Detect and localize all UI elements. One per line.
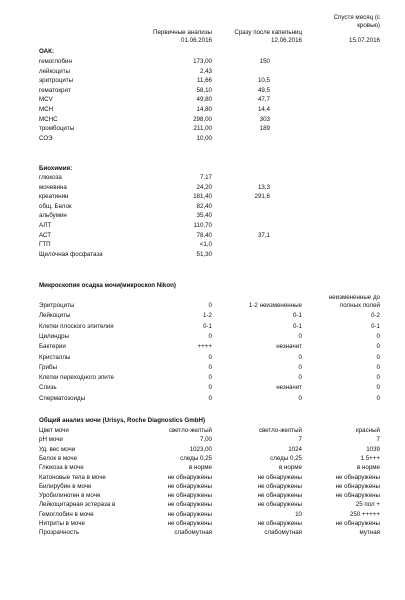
micro-row-value-2: 0-1	[293, 312, 302, 320]
urine-row-value-1: 7,00	[199, 436, 212, 444]
bio-row-value-1: 78,40	[196, 231, 212, 239]
bio-row-value-1: 82,40	[196, 202, 212, 210]
bio-row-value-1: 7,17	[199, 174, 212, 181]
micro-row-label: Грибы	[39, 363, 57, 371]
micro-row-value-1: 0	[208, 302, 212, 309]
bio-row-value-1: <1,0	[199, 241, 212, 249]
bio-row-value-1: 51,30	[196, 250, 212, 258]
micro-row-label: Клетки плоского эпителия	[39, 322, 114, 330]
bio-row-label: глюкоза	[39, 174, 62, 181]
urine-title: Общий анализ мочи (Urisys, Roche Diagnostics GmbH)	[39, 417, 206, 424]
oak-row-value-2: 150	[259, 58, 270, 65]
oak-row-value-1: 58,10	[196, 86, 212, 94]
urine-row-value-2: слабомутная	[264, 529, 302, 537]
micro-row-value-1: 1-2	[203, 312, 212, 320]
urine-row-label: Лейкоцитарная эстераза в	[39, 501, 116, 509]
urine-row-value-1: не обнаружены	[167, 482, 212, 490]
urine-row-label: Глюкоза в моче	[39, 464, 84, 472]
micro-row-label: Клетки переходного эпите	[39, 374, 114, 382]
micro-row-value-3: 0	[376, 353, 380, 361]
micro-row-value-1: ++++	[197, 343, 212, 351]
urine-row-value-3: не обнаружены	[335, 492, 380, 500]
header-col2-date: 12.06.2016	[271, 37, 302, 44]
bio-row-label: мочевина	[39, 183, 67, 191]
micro-row-label: Слизь	[39, 384, 57, 392]
micro-row-value-2: 0	[298, 353, 302, 361]
urine-row-value-2: не обнаружены	[257, 492, 302, 500]
oak-row-label: лейкоциты	[39, 67, 71, 75]
urine-row-label: Катоновые тела в моче	[39, 473, 106, 481]
oak-row-value-1: 211,00	[193, 125, 212, 133]
bio-row-label: ГТП	[39, 241, 51, 249]
bio-row-label: Щелочная фосфатаза	[39, 250, 103, 258]
urine-row-value-3: в норме	[356, 464, 380, 472]
micro-row-value-2: 0	[298, 363, 302, 371]
oak-row-label: СОЭ	[39, 134, 53, 142]
urine-row-label: Билирубин в моче	[39, 482, 92, 490]
urine-row-value-2: 10	[295, 510, 302, 518]
micro-row-value-3: 0	[376, 374, 380, 382]
oak-row-label: гематокрит	[39, 86, 71, 94]
urine-row-label: Гемоглобин в моче	[39, 510, 94, 518]
micro-row-value-2: незначит	[276, 343, 302, 351]
oak-row-value-2: 10,5	[257, 77, 270, 85]
urine-row-value-1: 1023,00	[189, 445, 212, 453]
oak-row-value-1: 173,00	[193, 58, 212, 65]
urine-row-value-2: 7	[298, 436, 302, 444]
urine-row-label: Прозрачность	[39, 529, 80, 537]
micro-row-value-2: 0	[298, 374, 302, 382]
oak-title: ОАК:	[39, 48, 54, 55]
urine-row-value-1: не обнаружены	[167, 510, 212, 518]
micro-row-value-2: незначит	[276, 384, 302, 392]
micro-row-value-2: 0	[298, 394, 302, 402]
header-col3-date: 15.07.2016	[349, 37, 380, 44]
micro-row-value-3: 0	[376, 384, 380, 392]
urine-row-label: pH мочи	[39, 436, 63, 444]
micro-row-value-3: 0-1	[371, 322, 380, 330]
bio-row-label: АЛТ	[39, 222, 52, 229]
micro-row-label: Лейкоциты	[39, 312, 71, 320]
oak-row-label: MCH	[39, 106, 54, 113]
urine-row-value-2: 1024	[288, 445, 302, 453]
urine-row-value-1: не обнаружены	[167, 492, 212, 500]
micro-row-value-3: 0	[376, 332, 380, 340]
micro-row-value-3: 0	[376, 394, 380, 402]
micro-row-value-3: 0-2	[371, 312, 380, 320]
urine-row-value-2: не обнаружены	[257, 501, 302, 509]
urine-row-value-1: слабомутная	[174, 529, 212, 537]
micro-row-value-1: 0	[208, 374, 212, 382]
micro-col3-head-1: неизмененные до	[328, 294, 380, 301]
urine-row-value-1: не обнаружены	[167, 520, 212, 527]
urine-row-value-2: в норме	[278, 464, 302, 472]
bio-row-value-2: 37,1	[257, 231, 270, 239]
bio-row-value-1: 110,70	[193, 222, 212, 229]
urine-row-value-3: не обнаружены	[335, 520, 380, 527]
oak-row-label: тромбоциты	[39, 125, 75, 133]
bio-row-value-1: 181,40	[193, 193, 212, 201]
oak-row-label: гемоглобин	[39, 58, 72, 65]
bio-row-label: креатинин	[39, 193, 69, 201]
urine-row-label: Белок в моче	[39, 454, 78, 462]
micro-row-label: Бактерии	[39, 343, 66, 351]
bio-row-value-2: 13,3	[257, 183, 270, 191]
urine-row-value-3: мутная	[359, 529, 380, 537]
urine-row-value-1: не обнаружены	[167, 473, 212, 481]
header-col1-date: 01.06.2016	[181, 37, 212, 44]
urine-row-label: Уд. вес мочи	[39, 445, 76, 453]
oak-row-value-1: 2,43	[199, 67, 212, 75]
urine-row-value-1: следы 0,25	[180, 454, 212, 462]
oak-row-value-2: 47,7	[257, 96, 270, 104]
urine-row-value-3: 25 пол +	[355, 501, 380, 509]
oak-row-value-2: 49,5	[257, 86, 270, 94]
header-col2-title: Сразу после капельниц	[234, 29, 302, 36]
urine-row-value-2: не обнаружены	[257, 520, 302, 527]
urine-row-value-3: 250 +++++	[349, 510, 380, 518]
urine-row-value-3: красный	[355, 427, 380, 434]
micro-row-label: Сперматозоиды	[39, 394, 86, 402]
urine-row-value-3: не обнаружены	[335, 473, 380, 481]
micro-title: Микроскопия осадка мочи(микроскоп Nikon)	[39, 282, 176, 289]
oak-row-label: MCV	[39, 96, 53, 104]
bio-title: Биохимия:	[39, 165, 73, 172]
urine-row-label: Нитриты в моче	[39, 520, 85, 527]
micro-row-value-1: 0	[208, 353, 212, 361]
oak-row-label: эритроциты	[39, 77, 74, 85]
micro-col3-head-2: полных полей	[339, 302, 380, 309]
bio-row-label: общ. Белок	[39, 202, 72, 210]
micro-row-value-1: 0	[208, 363, 212, 371]
micro-row-value-2: 0	[298, 332, 302, 340]
urine-row-value-3: 7	[376, 436, 380, 444]
bio-row-label: альбумин	[39, 212, 67, 220]
oak-row-label: MCHC	[39, 115, 58, 123]
header-col3-subtitle: кровью)	[357, 22, 380, 29]
micro-row-value-1: 0-1	[203, 322, 212, 330]
urine-row-value-3: не обнаружены	[335, 482, 380, 490]
bio-row-value-1: 24,20	[196, 183, 212, 191]
micro-row-value-3: 0	[376, 343, 380, 351]
urine-row-value-3: 1039	[366, 445, 380, 453]
oak-row-value-1: 298,00	[193, 115, 212, 123]
micro-row-label: Эритроциты	[39, 302, 75, 309]
micro-row-value-3: 0	[376, 363, 380, 371]
oak-row-value-1: 14,80	[196, 106, 212, 113]
urine-row-value-2: не обнаружены	[257, 482, 302, 490]
header-col1-title: Первичные анализы	[153, 29, 212, 36]
micro-row-value-1: 0	[208, 384, 212, 392]
oak-row-value-1: 10,00	[196, 134, 212, 142]
urine-row-label: Уробилиноген в моче	[39, 492, 101, 500]
micro-row-value-2: 1-2 неизмененные	[248, 302, 302, 309]
oak-row-value-2: 14,4	[257, 106, 270, 113]
header-col3-title: Спустя месяц (с	[333, 14, 380, 21]
bio-row-label: АСТ	[39, 231, 52, 239]
urine-row-value-1: в норме	[188, 464, 212, 472]
urine-row-value-2: следы 0,25	[270, 454, 302, 462]
urine-row-value-2: светло-желтый	[258, 427, 302, 434]
bio-row-value-1: 35,40	[196, 212, 212, 220]
micro-row-value-1: 0	[208, 394, 212, 402]
micro-row-value-1: 0	[208, 332, 212, 340]
urine-row-value-1: не обнаружены	[167, 501, 212, 509]
micro-row-value-2: 0-1	[293, 322, 302, 330]
oak-row-value-1: 49,80	[196, 96, 212, 104]
urine-row-value-3: 1.5+++	[360, 454, 380, 462]
urine-row-value-1: светло-желтый	[168, 427, 212, 434]
urine-row-label: Цвет мочи	[39, 427, 69, 434]
micro-row-label: Цилиндры	[39, 332, 70, 340]
oak-row-value-1: 11,66	[196, 77, 212, 85]
oak-row-value-2: 189	[259, 125, 270, 133]
micro-row-label: Кристаллы	[39, 353, 71, 361]
bio-row-value-2: 291,6	[254, 193, 270, 201]
oak-row-value-2: 303	[259, 115, 270, 123]
urine-row-value-2: не обнаружены	[257, 473, 302, 481]
